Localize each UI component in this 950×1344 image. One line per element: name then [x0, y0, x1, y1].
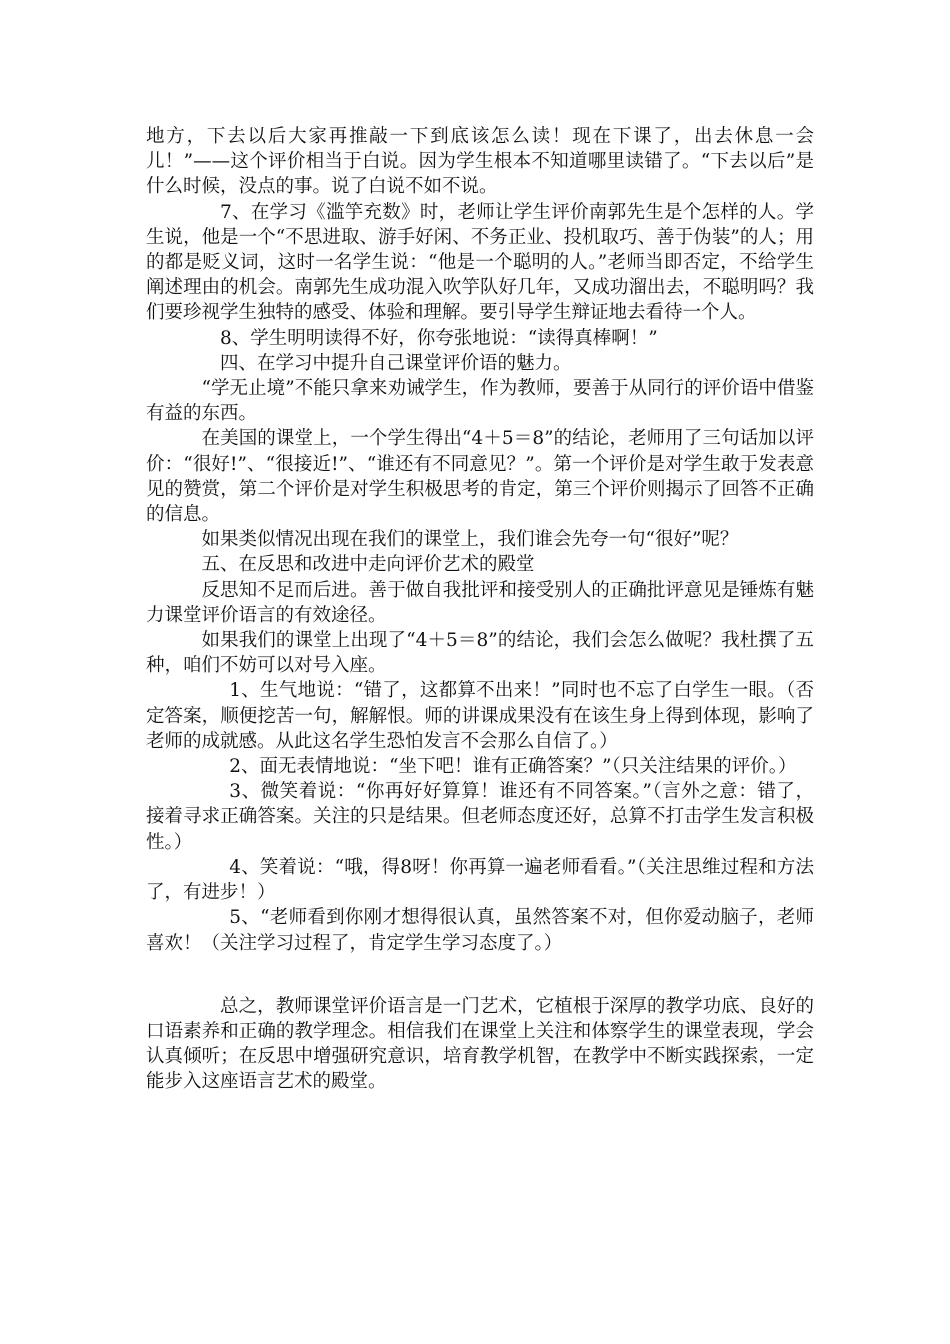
paragraph-way-5: 5、“老师看到你刚才想得很认真，虽然答案不对，但你爱动脑子，老师喜欢！（关注学习过程了，肯定学生学习态度了。） [146, 907, 814, 954]
paragraph-five-ways: 如果我们的课堂上出现了“4＋5＝8”的结论，我们会怎么做呢？我杜撰了五种，咱们不妨可以对号入座。 [146, 630, 814, 677]
section-heading-5: 五、在反思和改进中走向评价艺术的殿堂 [201, 554, 535, 576]
document-body [146, 124, 814, 1095]
paragraph-item-7: 7、在学习《滥竽充数》时，老师让学生评价南郭先生是个怎样的人。学生说，他是一个“不思进取、游手好闲、不务正业、投机取巧、善于伪装”的人；用的都是贬义词，这时一名学生说：“他是一个聪明的人。”老师当即否定，不给学生阐述理由的机会。南郭先生成功混入吹竽队好几年，又成功溜出去，不聪明吗？我们要珍视学生独特的感受、体验和理解。要引导学生辩证地去看待一个人。 [146, 201, 814, 324]
paragraph-item-8: 8、学生明明读得不好，你夸张地说：“读得真棒啊！” [220, 327, 658, 349]
paragraph-way-2: 2、面无表情地说：“坐下吧！谁有正确答案？”（只关注结果的评价。） [229, 756, 797, 778]
paragraph-us-classroom: 在美国的课堂上，一个学生得出“4＋5＝8”的结论，老师用了三句话加以评价：“很好!”、“很接近!”、“谁还有不同意见？”。第一个评价是对学生敢于发表意见的赞赏，第二个评价是对学生积极思考的肯定，第三个评价则揭示了回答不正确的信息。 [146, 428, 814, 526]
paragraph-conclusion: 总之，教师课堂评价语言是一门艺术，它植根于深厚的教学功底、良好的口语素养和正确的教学理念。相信我们在课堂上关注和体察学生的课堂表现，学会认真倾听；在反思中增强研究意识，培育教学机智，在教学中不断实践探索，一定能步入这座语言艺术的殿堂。 [146, 995, 814, 1093]
paragraph-reflection: 反思知不足而后进。善于做自我批评和接受别人的正确批评意见是锤炼有魅力课堂评价语言的有效途径。 [146, 579, 814, 626]
blank-line [146, 956, 814, 994]
paragraph-way-4: 4、笑着说：“哦，得8呀！你再算一遍老师看看。”（关注思维过程和方法了，有进步！） [146, 856, 814, 904]
paragraph-way-3: 3、微笑着说：“你再好好算算！谁还有不同答案。”（言外之意：错了，接着寻求正确答案。关注的只是结果。但老师态度还好，总算不打击学生发言积极性。） [146, 781, 814, 853]
section-heading-4: 四、在学习中提升自己课堂评价语的魅力。 [220, 352, 572, 374]
paragraph-learning: “学无止境”不能只拿来劝诫学生，作为教师，要善于从同行的评价语中借鉴有益的东西。 [146, 378, 814, 425]
paragraph-intro-continued: 地方，下去以后大家再推敲一下到底该怎么读！现在下课了，出去休息一会儿！”——这个评价相当于白说。因为学生根本不知道哪里读错了。“下去以后”是什么时候，没点的事。说了白说不如不说。 [146, 126, 814, 198]
paragraph-way-1: 1、生气地说：“错了，这都算不出来！”同时也不忘了白学生一眼。（否定答案，顺便挖苦一句，解解恨。师的讲课成果没有在该生身上得到体现，影响了老师的成就感。从此这名学生恐怕发言不会那么自信了。） [146, 680, 814, 752]
paragraph-our-classroom: 如果类似情况出现在我们的课堂上，我们谁会先夸一句“很好”呢？ [201, 529, 739, 551]
